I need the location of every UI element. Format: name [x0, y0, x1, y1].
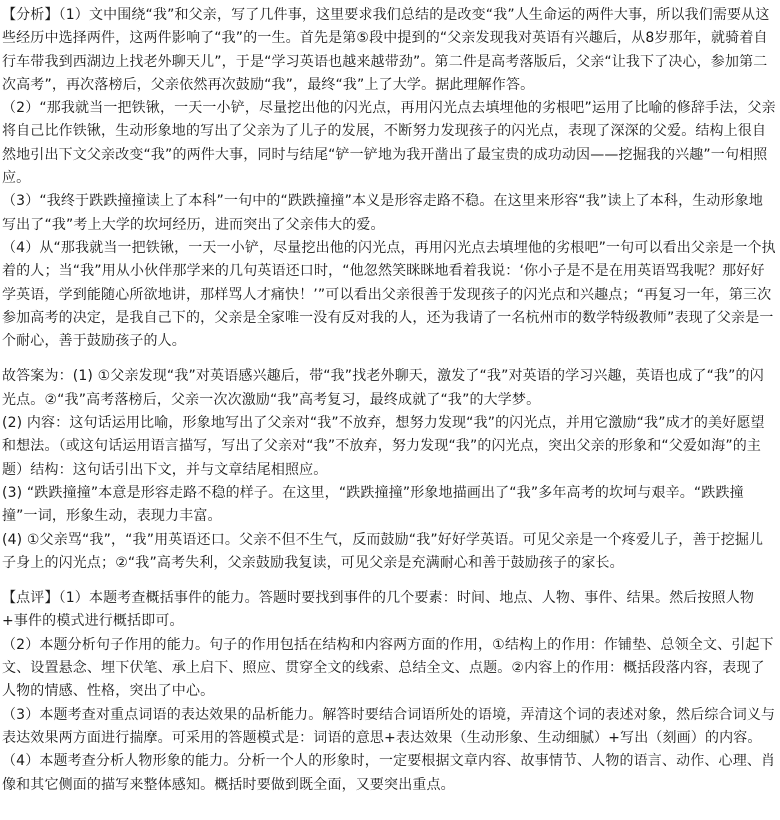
comment-section [2, 587, 776, 797]
answer-q4: (4) ①父亲骂“我”，“我”用英语还口。父亲不但不生气，反而鼓励“我”好好学英语。可见父亲是一个疼爱儿子，善于挖掘儿子身上的闪光点；②“我”高考失利，父亲鼓励我复读，可见父亲是充满耐心和善于鼓励孩子的家长。 [2, 531, 764, 571]
comment-q1: 【点评】（1）本题考查概括事件的能力。答题时要找到事件的几个要素：时间、地点、人物、事件、结果。然后按照人物+事件的模式进行概括即可。 [2, 590, 755, 630]
answer-section [2, 365, 776, 575]
answer-q1: 故答案为：(1) ①父亲发现“我”对英语感兴趣后，带“我”找老外聊天，激发了“我”对英语的学习兴趣，英语也成了“我”的闪光点。②“我”高考落榜后，父亲一次次激励“我”高考复习，最终成就了“我”的大学梦。 [2, 368, 764, 408]
comment-q3: （3）本题考查对重点词语的表达效果的品析能力。解答时要结合词语所处的语境，弄清这个词的表述对象，然后综合词义与表达效果两方面进行揣摩。可采用的答题模式是：词语的意思+表达效果（生动形象、生动细腻）+写出（刻画）的内容。 [2, 706, 776, 746]
answer-q2: (2) 内容：这句话运用比喻，形象地写出了父亲对“我”不放弃，想努力发现“我”的闪光点，并用它激励“我”成才的美好愿望和想法。（或这句话运用语言描写，写出了父亲对“我”不放弃，努力发现“我”的闪光点，突出父亲的形象和“父爱如海”的主题）结构：这句话引出下文，并与文章结尾相照应。 [2, 415, 765, 478]
comment-q2: （2）本题分析句子作用的能力。句子的作用包括在结构和内容两方面的作用，①结构上的作用：作铺垫、总领全文、引起下文、设置悬念、埋下伏笔、承上启下、照应、贯穿全文的线索、总结全文、点题。②内容上的作用：概括段落内容，表现了人物的情感、性格，突出了中心。 [2, 636, 774, 700]
comment-q4: （4）本题考查分析人物形象的能力。分析一个人的形象时，一定要根据文章内容、故事情节、人物的语言、动作、心理、肖像和其它侧面的描写来整体感知。概括时要做到既全面，又要突出重点。 [2, 753, 776, 793]
analysis-intro-q1: 【分析】（1）文中围绕“我”和父亲，写了几件事，这里要求我们总结的是改变“我”人生命运的两件大事，所以我们需要从这些经历中选择两件，这两件影响了“我”的一生。首先是第⑤段中提到的“父亲发现我对英语有兴趣后，从8岁那年，就骑着自行车带我到西湖边上找老外聊天儿”，于是“学习英语也越来越带劲”。第二件是高考落版后，父亲“让我下了决心，参加第二次高考”，再次落榜后，父亲依然再次鼓励“我”，最终“我”上了大学。据此理解作答。 [2, 7, 770, 93]
solution-document [2, 4, 776, 797]
analysis-q2: （2）“那我就当一把铁锹，一天一小铲，尽量挖出他的闪光点，再用闪光点去填埋他的劣根吧”运用了比喻的修辞手法，父亲将自己比作铁锹，生动形象地的写出了父亲为了儿子的发展，不断努力发现孩子的闪光点，表现了深深的父爱。结构上很自然地引出下文父亲改变“我”的两件大事，同时与结尾“铲一铲地为我开凿出了最宝贵的成功动因——挖掘我的兴趣”一句相照应。 [2, 100, 776, 187]
analysis-section [2, 4, 776, 353]
analysis-q3: （3）“我终于跌跌撞撞读上了本科”一句中的“跌跌撞撞”本义是形容走路不稳。在这里来形容“我”读上了本科，生动形象地写出了“我”考上大学的坎坷经历，进而突出了父亲伟大的爱。 [2, 193, 763, 233]
answer-q3: (3) “跌跌撞撞”本意是形容走路不稳的样子。在这里，“跌跌撞撞”形象地描画出了“我”多年高考的坎坷与艰辛。“跌跌撞撞”一词，形象生动，表现力丰富。 [2, 484, 744, 525]
analysis-q4: （4）从“那我就当一把铁锹，一天一小铲，尽量挖出他的闪光点，再用闪光点去填埋他的劣根吧”一句可以看出父亲是一个执着的人；当“我”用从小伙伴那学来的几句英语还口时，“他忽然笑眯眯地看着我说：‘你小子是不是在用英语骂我呢？那好好学英语，学到能随心所欲地讲，那样骂人才痛快！’”可以看出父亲很善于发现孩子的闪光点和兴趣点；“再复习一年，第三次参加高考的决定，是我自己下的，父亲是全家唯一没有反对我的人，还为我请了一名杭州市的数学特级教师”表现了父亲是一个耐心，善于鼓励孩子的人。 [2, 239, 776, 350]
section-spacer [2, 353, 776, 365]
section-spacer [2, 575, 776, 587]
